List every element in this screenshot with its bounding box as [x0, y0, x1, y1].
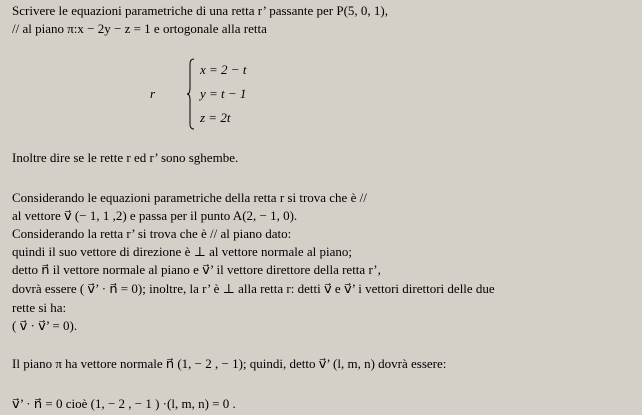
question-line: Inoltre dire se le rette r ed r’ sono sghembe.	[12, 150, 239, 165]
dot-product-equation: v⃗’ · n⃗ = 0 cioè (1, − 2 , − 1 ) ·(l, m, n) = 0 .	[12, 396, 236, 411]
solution-line-4: quindi il suo vettore di direzione è ⊥ al vettore normale al piano;	[12, 244, 353, 259]
system-equation-2: y = t − 1	[200, 86, 247, 101]
system-equation-1: x = 2 − t	[200, 62, 247, 77]
solution-line-5: detto n⃗ il vettore normale al piano e v⃗’ il vettore direttore della retta r’,	[12, 262, 381, 277]
problem-statement-line-2: // al piano π:x − 2y − z = 1 e ortogonale alla retta	[12, 21, 267, 36]
solution-line-1: Considerando le equazioni parametriche della retta r si trova che è //	[12, 190, 367, 205]
solution-line-2: al vettore v⃗ (− 1, 1 ,2) e passa per il punto A(2, − 1, 0).	[12, 208, 298, 223]
solution-line-6: dovrà essere ( v⃗’ · n⃗ = 0); inoltre, la r’ è ⊥ alla retta r: detti v⃗ e v⃗’ i vettori direttori delle due	[12, 281, 495, 296]
plane-normal-line: Il piano π ha vettore normale n⃗ (1, − 2 , − 1); quindi, detto v⃗’ (l, m, n) dovrà essere:	[12, 356, 447, 371]
system-equation-3: z = 2t	[200, 110, 231, 125]
brace-icon	[187, 58, 195, 130]
solution-line-8: ( v⃗ · v⃗’ = 0).	[12, 318, 78, 333]
solution-line-3: Considerando la retta r’ si trova che è // al piano dato:	[12, 226, 292, 241]
solution-line-7: rette si ha:	[12, 300, 67, 315]
problem-statement-line-1: Scrivere le equazioni parametriche di una retta r’ passante per P(5, 0, 1),	[12, 3, 388, 18]
system-label: r	[150, 86, 156, 101]
